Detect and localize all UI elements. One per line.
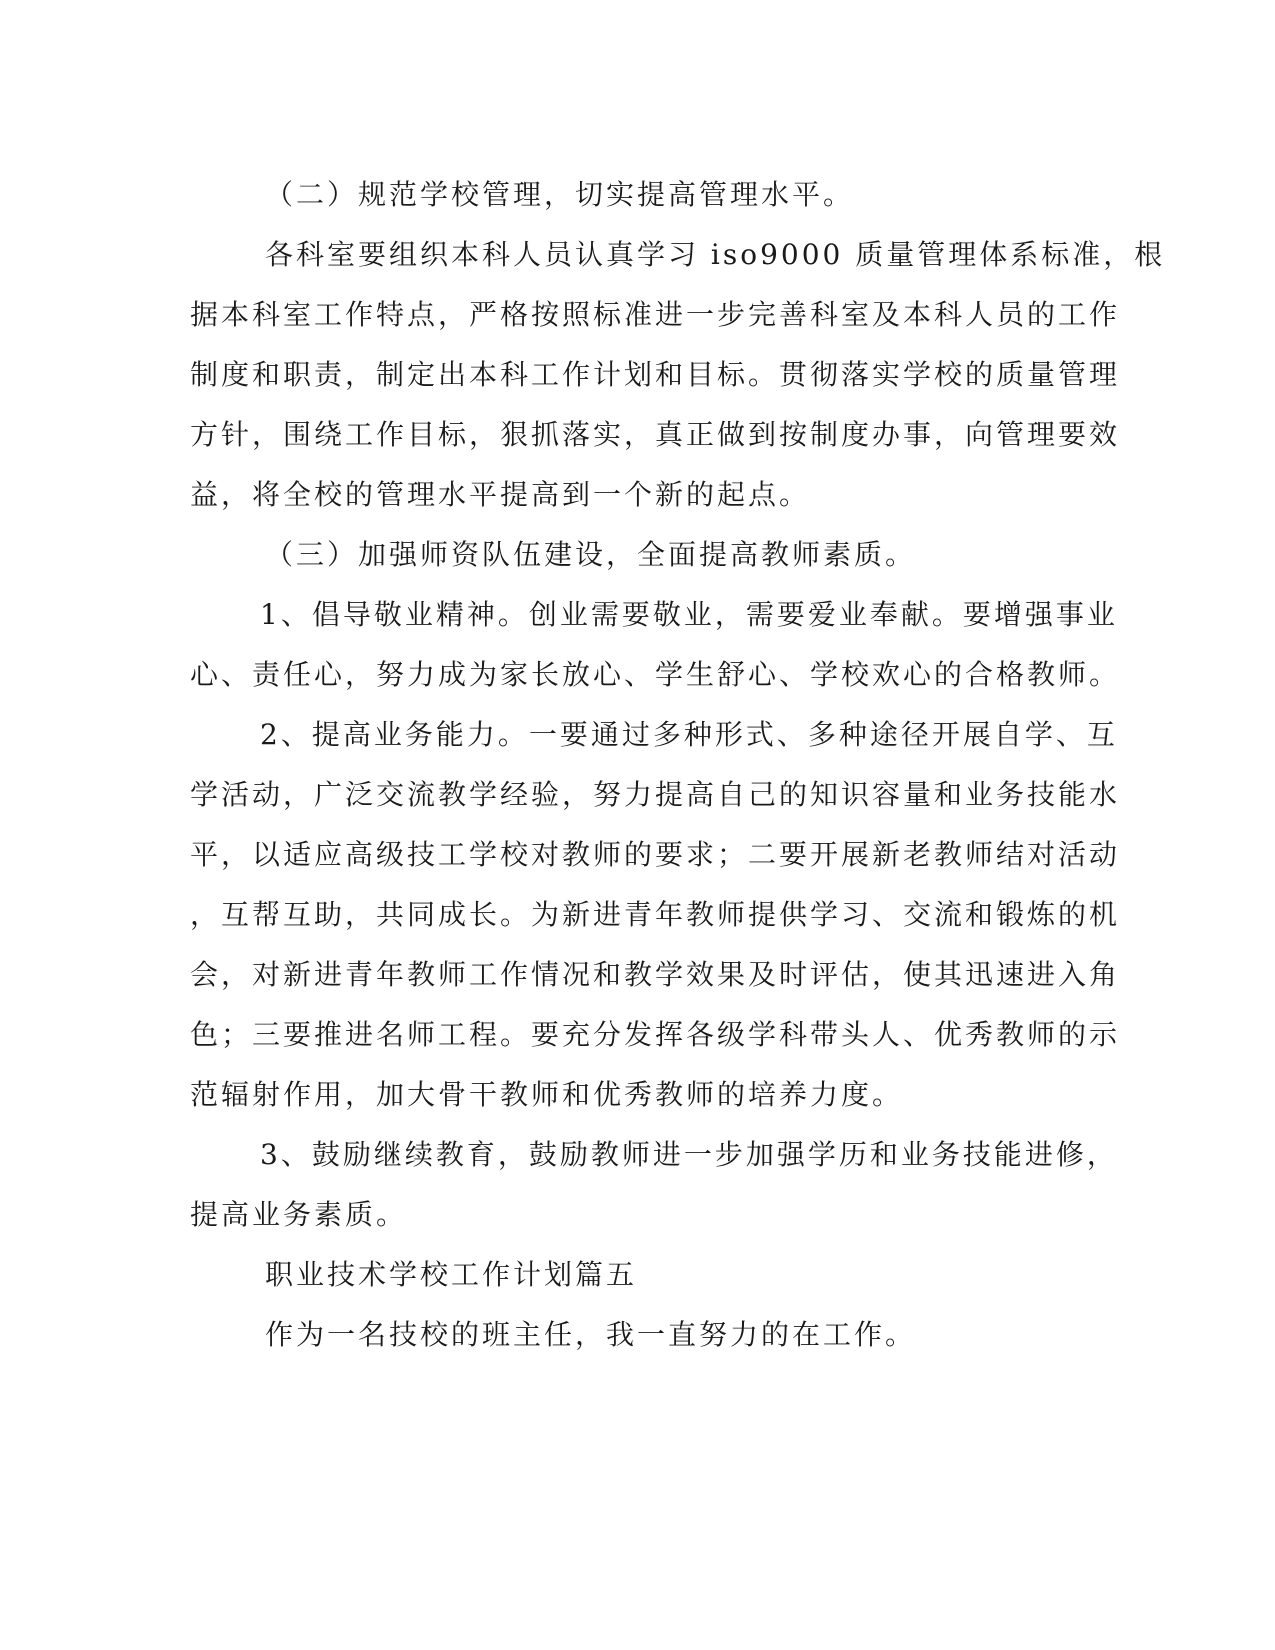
paragraph-line: 心、责任心，努力成为家长放心、学生舒心、学校欢心的合格教师。 [190, 658, 1121, 691]
paragraph-line: 据本科室工作特点，严格按照标准进一步完善科室及本科人员的工作 [190, 298, 1121, 331]
list-item-1: 1、倡导敬业精神。创业需要敬业，需要爱业奉献。要增强事业 [260, 598, 1118, 631]
paragraph-line: 范辐射作用，加大骨干教师和优秀教师的培养力度。 [190, 1078, 904, 1111]
paragraph-line: 学活动，广泛交流教学经验，努力提高自己的知识容量和业务技能水 [190, 778, 1121, 811]
list-item-2: 2、提高业务能力。一要通过多种形式、多种途径开展自学、互 [260, 718, 1118, 751]
paragraph-line: 平，以适应高级技工学校对教师的要求；二要开展新老教师结对活动 [190, 838, 1121, 871]
section-heading-3: （三）加强师资队伍建设，全面提高教师素质。 [265, 538, 917, 571]
article-title: 职业技术学校工作计划篇五 [265, 1258, 638, 1291]
paragraph-line: 色；三要推进名师工程。要充分发挥各级学科带头人、优秀教师的示 [190, 1018, 1121, 1051]
paragraph-line: 方针，围绕工作目标，狠抓落实，真正做到按制度办事，向管理要效 [190, 418, 1121, 451]
paragraph-line: 提高业务素质。 [190, 1198, 408, 1231]
paragraph-line: 作为一名技校的班主任，我一直努力的在工作。 [265, 1318, 917, 1351]
document-body [190, 165, 1166, 1365]
paragraph-line: 各科室要组织本科人员认真学习 iso9000 质量管理体系标准，根 [265, 238, 1166, 271]
paragraph-line: ，互帮互助，共同成长。为新进青年教师提供学习、交流和锻炼的机 [190, 898, 1121, 931]
paragraph-line: 益，将全校的管理水平提高到一个新的起点。 [190, 478, 811, 511]
paragraph-line: 制度和职责，制定出本科工作计划和目标。贯彻落实学校的质量管理 [190, 358, 1121, 391]
list-item-3: 3、鼓励继续教育，鼓励教师进一步加强学历和业务技能进修， [260, 1138, 1118, 1171]
paragraph-line: 会，对新进青年教师工作情况和教学效果及时评估，使其迅速进入角 [190, 958, 1121, 991]
section-heading-2: （二）规范学校管理，切实提高管理水平。 [265, 178, 855, 211]
